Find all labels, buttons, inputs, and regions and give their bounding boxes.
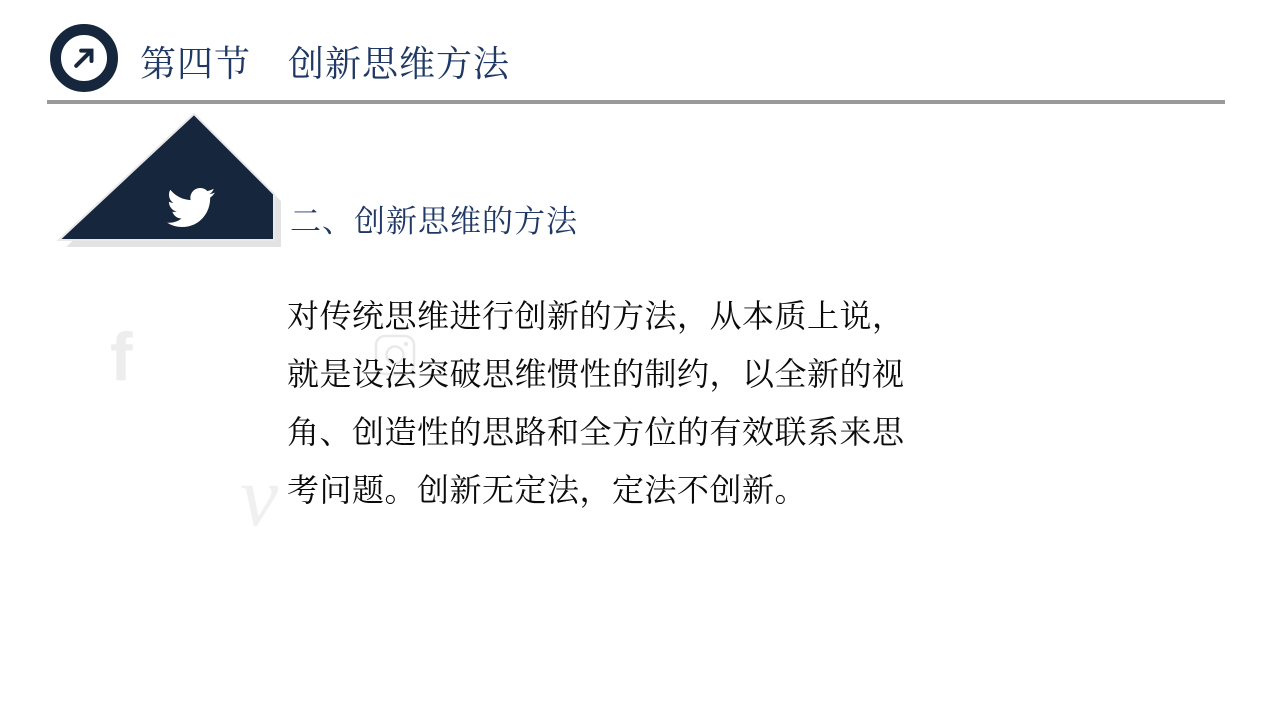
subtitle: 二、创新思维的方法 — [290, 204, 578, 239]
paragraph-line: 考问题。创新无定法，定法不创新。 — [287, 472, 808, 508]
header-divider — [47, 100, 1225, 104]
vine-v-icon: v — [240, 448, 279, 544]
paragraph-line: 角、创造性的思路和全方位的有效联系来思 — [287, 414, 905, 450]
arrow-up-right-icon — [67, 41, 101, 75]
home-arrow-shape-graphic — [52, 108, 297, 263]
arrow-up-right-circle-icon — [50, 24, 118, 92]
body-paragraph — [287, 287, 947, 519]
home-arrow-shape — [52, 108, 297, 263]
facebook-f-icon: f — [110, 319, 133, 395]
paragraph-line: 对传统思维进行创新的方法，从本质上说， — [287, 298, 905, 334]
paragraph-line: 就是设法突破思维惯性的制约，以全新的视 — [287, 356, 905, 392]
page-title: 第四节 创新思维方法 — [140, 44, 511, 84]
shape-body — [59, 114, 274, 240]
